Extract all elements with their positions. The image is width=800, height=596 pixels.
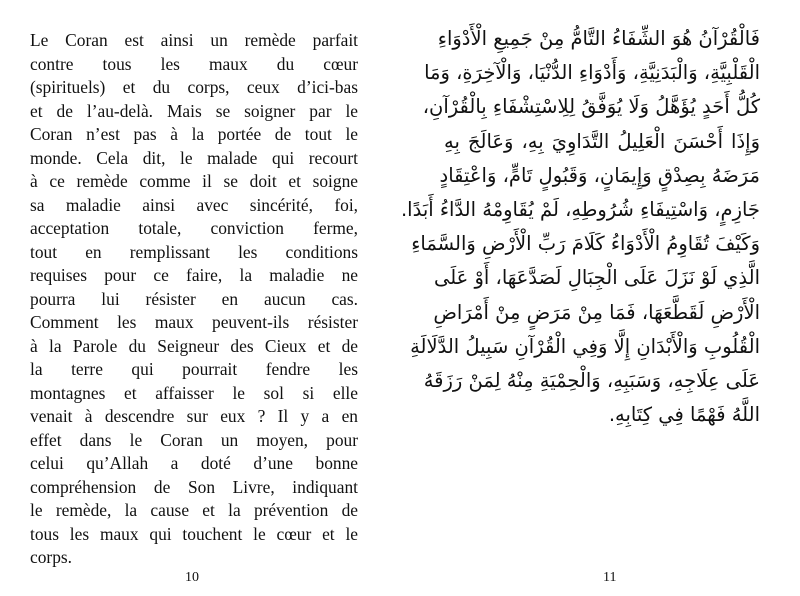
- text-line: acceptation totale, conviction ferme,: [30, 218, 358, 238]
- text-line: جَازِمٍ، وَاسْتِيفَاءِ شُرُوطِهِ، لَمْ يُقَاوِمْهُ الدَّاءُ أَبَدًا.: [400, 198, 760, 222]
- right-page: [400, 0, 800, 596]
- text-line: celui qu’Allah a doté d’une bonne: [30, 453, 358, 473]
- text-line: اللَّهُ فَهْمًا فِي كِتَابِهِ.: [608, 403, 760, 427]
- text-line: contre tous les maux du cœur: [30, 53, 358, 74]
- text-line: effet dans le Coran un moyen, pour: [30, 429, 358, 450]
- text-line: compréhension de Son Livre, indiquant: [30, 476, 358, 497]
- text-line: وَإِذَا أَحْسَنَ الْعَلِيلُ التَّدَاوِيَ بِهِ، وَعَالَجَ بِهِ: [444, 129, 760, 153]
- text-line: Le Coran est ainsi un remède parfait: [30, 30, 358, 50]
- text-line: كُلُّ أَحَدٍ يُؤَهَّلُ وَلَا يُوَفَّقُ لِلِاسْتِشْفَاءِ بِالْقُرْآنِ،: [422, 95, 760, 119]
- text-line: montagnes et affaisser le sol si elle: [30, 382, 358, 403]
- text-line: requises pour ce faire, la maladie ne: [30, 265, 358, 285]
- text-line: corps.: [30, 547, 73, 567]
- french-paragraph: [30, 29, 358, 570]
- text-line: et de l’au-delà. Mais se soigner par le: [30, 100, 358, 121]
- page-number: 11: [603, 570, 617, 585]
- text-line: à la Parole du Seigneur des Cieux et de: [30, 335, 358, 356]
- text-line: à ce remède comme il se doit et soigne: [30, 171, 358, 191]
- text-line: عَلَى عِلَاجِهِ، وَسَبَبِهِ، وَالْحِمْيَةِ مِنْهُ لِمَنْ رَزَقَهُ: [423, 369, 760, 393]
- text-line: وَكَيْفَ تُقَاوِمُ الْأَدْوَاءُ كَلَامَ رَبِّ الْأَرْضِ وَالسَّمَاءِ: [411, 232, 760, 256]
- text-line: Comment les maux peuvent-ils résister: [30, 312, 358, 332]
- text-line: فَالْقُرْآنُ هُوَ الشِّفَاءُ التَّامُّ مِنْ جَمِيعِ الْأَدْوَاءِ: [437, 27, 760, 50]
- text-line: الْأَرْضِ لَقَطَّعَهَا، فَمَا مِنْ مَرَضٍ مِنْ أَمْرَاضِ: [433, 300, 760, 324]
- text-line: الَّذِي لَوْ نَزَلَ عَلَى الْجِبَالِ لَصَدَّعَهَا، أَوْ عَلَى: [433, 266, 760, 290]
- text-line: tous les maux qui touchent le cœur et le: [30, 523, 358, 544]
- text-line: Coran n’est pas à la portée de tout le: [30, 124, 358, 144]
- text-line: monde. Cela dit, le malade qui recourt: [30, 147, 358, 168]
- page-number: 10: [185, 570, 199, 585]
- text-line: مَرَضَهُ بِصِدْقٍ وَإِيمَانٍ، وَقَبُولٍ تَامٍّ، وَاعْتِقَادٍ: [439, 163, 760, 187]
- text-line: (spirituels) et du corps, ceux d’ici-bas: [30, 77, 358, 97]
- text-line: sa maladie ainsi avec sincérité, foi,: [30, 194, 358, 215]
- text-line: pourra lui résister en aucun cas.: [30, 288, 358, 309]
- text-line: le remède, la cause et la prévention de: [30, 500, 358, 520]
- text-line: الْقَلْبِيَّةِ، وَالْبَدَنِيَّةِ، وَأَدْوَاءِ الدُّنْيَا، وَالْآخِرَةِ، وَمَا: [424, 61, 760, 85]
- text-line: الْقُلُوبِ وَالْأَبْدَانِ إِلَّا وَفِي الْقُرْآنِ سَبِيلُ الدَّلَالَةِ: [410, 334, 760, 358]
- text-line: tout en remplissant les conditions: [30, 241, 358, 262]
- text-line: la terre qui pourrait fendre les: [30, 359, 358, 379]
- arabic-paragraph: [400, 22, 760, 432]
- text-line: venait à descendre sur eux ? Il y a en: [30, 406, 358, 426]
